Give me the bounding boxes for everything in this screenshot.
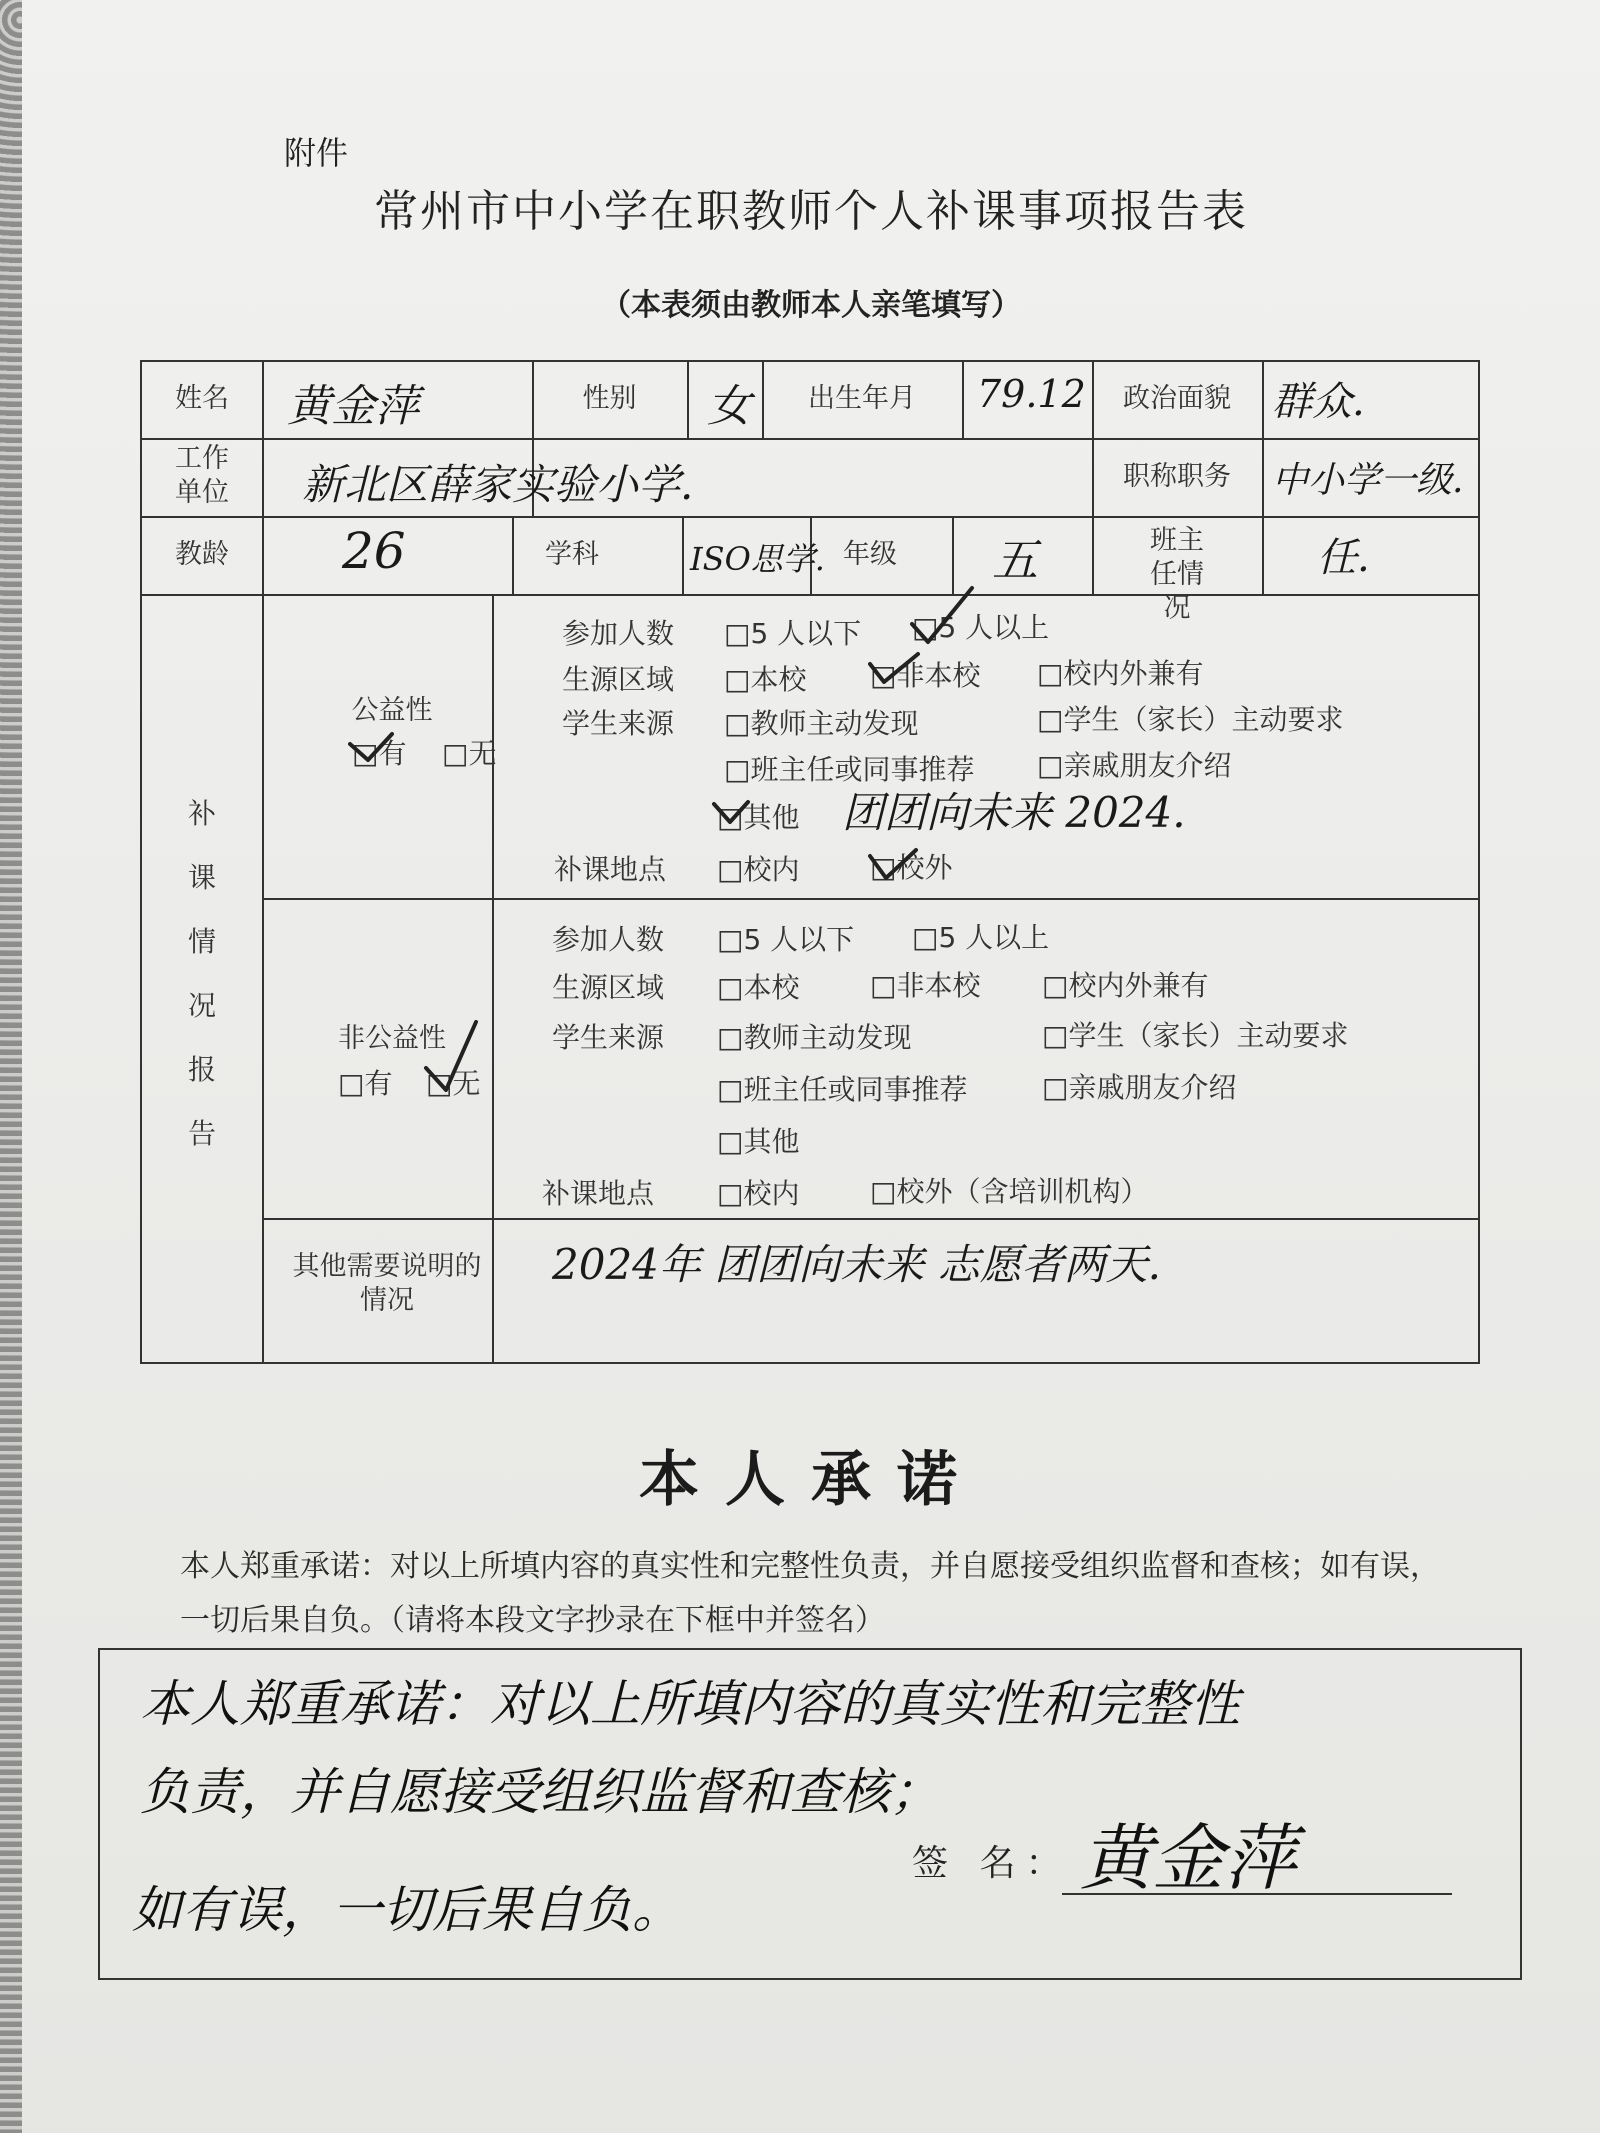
pw-region-label: 生源区域	[562, 663, 675, 696]
np-source-opt2[interactable]: □学生（家长）主动要求	[1042, 1019, 1349, 1052]
public-welfare-label: 公益性	[351, 695, 433, 726]
pw-source-opt3[interactable]: □班主任或同事推荐	[724, 753, 975, 786]
checkmark-public-welfare-yes	[350, 734, 392, 760]
gender-value: 女	[707, 381, 751, 432]
birth-value: 79.12	[977, 372, 1086, 416]
birth-label: 出生年月	[808, 383, 916, 414]
pledge-handwritten-line2: 负责，并自愿接受组织监督和查核；	[140, 1763, 940, 1821]
other-notes-value: 2024年 团团向未来 志愿者两天.	[552, 1240, 1161, 1289]
pw-place-label: 补课地点	[554, 853, 667, 886]
checkmark-pw-place-outside	[870, 850, 916, 878]
politics-label: 政治面貌	[1123, 383, 1231, 414]
head-teacher-label: 班主任情况	[1150, 525, 1204, 624]
signature-label: 签 名：	[912, 1843, 1072, 1884]
np-place-opt1[interactable]: □校内	[717, 1177, 800, 1210]
signature-line	[1062, 1893, 1452, 1895]
pw-other-value: 团团向未来 2024.	[842, 788, 1186, 837]
pw-place-opt1[interactable]: □校内	[717, 853, 800, 886]
np-participants-label: 参加人数	[552, 923, 665, 956]
title-duty-value: 中小学一级.	[1272, 460, 1464, 501]
pw-other-label[interactable]: □其他	[717, 801, 800, 834]
pledge-title: 本人承诺	[639, 1445, 983, 1515]
head-teacher-value: 任.	[1317, 535, 1370, 581]
np-region-opt1[interactable]: □本校	[717, 971, 800, 1004]
report-form	[140, 360, 1480, 1364]
pw-source-opt4[interactable]: □亲戚朋友介绍	[1037, 749, 1232, 782]
other-notes-label: 其他需要说明的情况	[292, 1251, 482, 1316]
handwritten-checkmarks	[142, 362, 1478, 1362]
np-participants-opt2[interactable]: □5 人以上	[912, 921, 1050, 954]
pw-place-opt2[interactable]: □校外	[870, 851, 953, 884]
grade-label: 年级	[843, 539, 897, 570]
checkmark-pw-participants-over5	[912, 588, 972, 642]
name-label: 姓名	[175, 383, 229, 414]
teaching-years-label: 教龄	[175, 539, 229, 570]
workplace-label: 工作单位	[175, 443, 229, 508]
np-source-label: 学生来源	[552, 1021, 665, 1054]
checkmark-non-public-no	[426, 1022, 476, 1090]
grade-value: 五	[992, 533, 1038, 587]
np-source-opt1[interactable]: □教师主动发现	[717, 1021, 912, 1054]
title-duty-label: 职称职务	[1123, 461, 1231, 492]
non-public-yes[interactable]: □有	[338, 1067, 393, 1100]
pledge-handwritten-line1: 本人郑重承诺：对以上所填内容的真实性和完整性	[140, 1675, 1240, 1733]
pw-source-opt1[interactable]: □教师主动发现	[724, 707, 919, 740]
np-region-label: 生源区域	[552, 971, 665, 1004]
pw-region-opt1[interactable]: □本校	[724, 663, 807, 696]
np-source-opt3[interactable]: □班主任或同事推荐	[717, 1073, 968, 1106]
pw-participants-opt2[interactable]: □5 人以上	[912, 611, 1050, 644]
np-participants-opt1[interactable]: □5 人以下	[717, 923, 855, 956]
pw-participants-label: 参加人数	[562, 617, 675, 650]
pw-participants-opt1[interactable]: □5 人以下	[724, 617, 862, 650]
np-other-label[interactable]: □其他	[717, 1125, 800, 1158]
gender-label: 性别	[582, 383, 637, 414]
name-value: 黄金萍	[287, 381, 419, 432]
np-source-opt4[interactable]: □亲戚朋友介绍	[1042, 1071, 1237, 1104]
subject-value: ISO思学.	[690, 540, 825, 578]
pw-region-opt3[interactable]: □校内外兼有	[1037, 657, 1204, 690]
public-welfare-no[interactable]: □无	[442, 737, 497, 770]
non-public-no[interactable]: □无	[426, 1067, 481, 1100]
non-public-label: 非公益性	[338, 1023, 446, 1054]
workplace-value: 新北区薛家实验小学.	[302, 460, 694, 509]
form-subtitle: （本表须由教师本人亲笔填写）	[601, 288, 1021, 323]
public-welfare-yes[interactable]: □有	[352, 737, 407, 770]
np-place-label: 补课地点	[542, 1177, 655, 1210]
pledge-instructions: 本人郑重承诺：对以上所填内容的真实性和完整性负责，并自愿接受组织监督和查核；如有误，一切后果自负。（请将本段文字抄录在下框中并签名）	[180, 1549, 1440, 1638]
pledge-handwritten-line3: 如有误，一切后果自负。	[132, 1881, 682, 1939]
attachment-label: 附件	[284, 134, 349, 172]
form-title: 常州市中小学在职教师个人补课事项报告表	[374, 186, 1248, 237]
pw-source-opt2[interactable]: □学生（家长）主动要求	[1037, 703, 1344, 736]
pw-region-opt2[interactable]: □非本校	[870, 659, 981, 692]
paper-sheet	[22, 0, 1600, 2133]
np-region-opt3[interactable]: □校内外兼有	[1042, 969, 1209, 1002]
teaching-years-value: 26	[342, 522, 406, 580]
subject-label: 学科	[545, 539, 599, 570]
politics-value: 群众.	[1272, 379, 1365, 425]
checkmark-pw-other	[714, 802, 748, 822]
report-section-label: 补课情况报告	[187, 797, 216, 1150]
checkmark-pw-region-non-school	[870, 654, 918, 682]
pw-source-label: 学生来源	[562, 707, 675, 740]
np-region-opt2[interactable]: □非本校	[870, 969, 981, 1002]
signature: 黄金萍	[1080, 1816, 1297, 1900]
np-place-opt2[interactable]: □校外（含培训机构）	[870, 1175, 1149, 1208]
